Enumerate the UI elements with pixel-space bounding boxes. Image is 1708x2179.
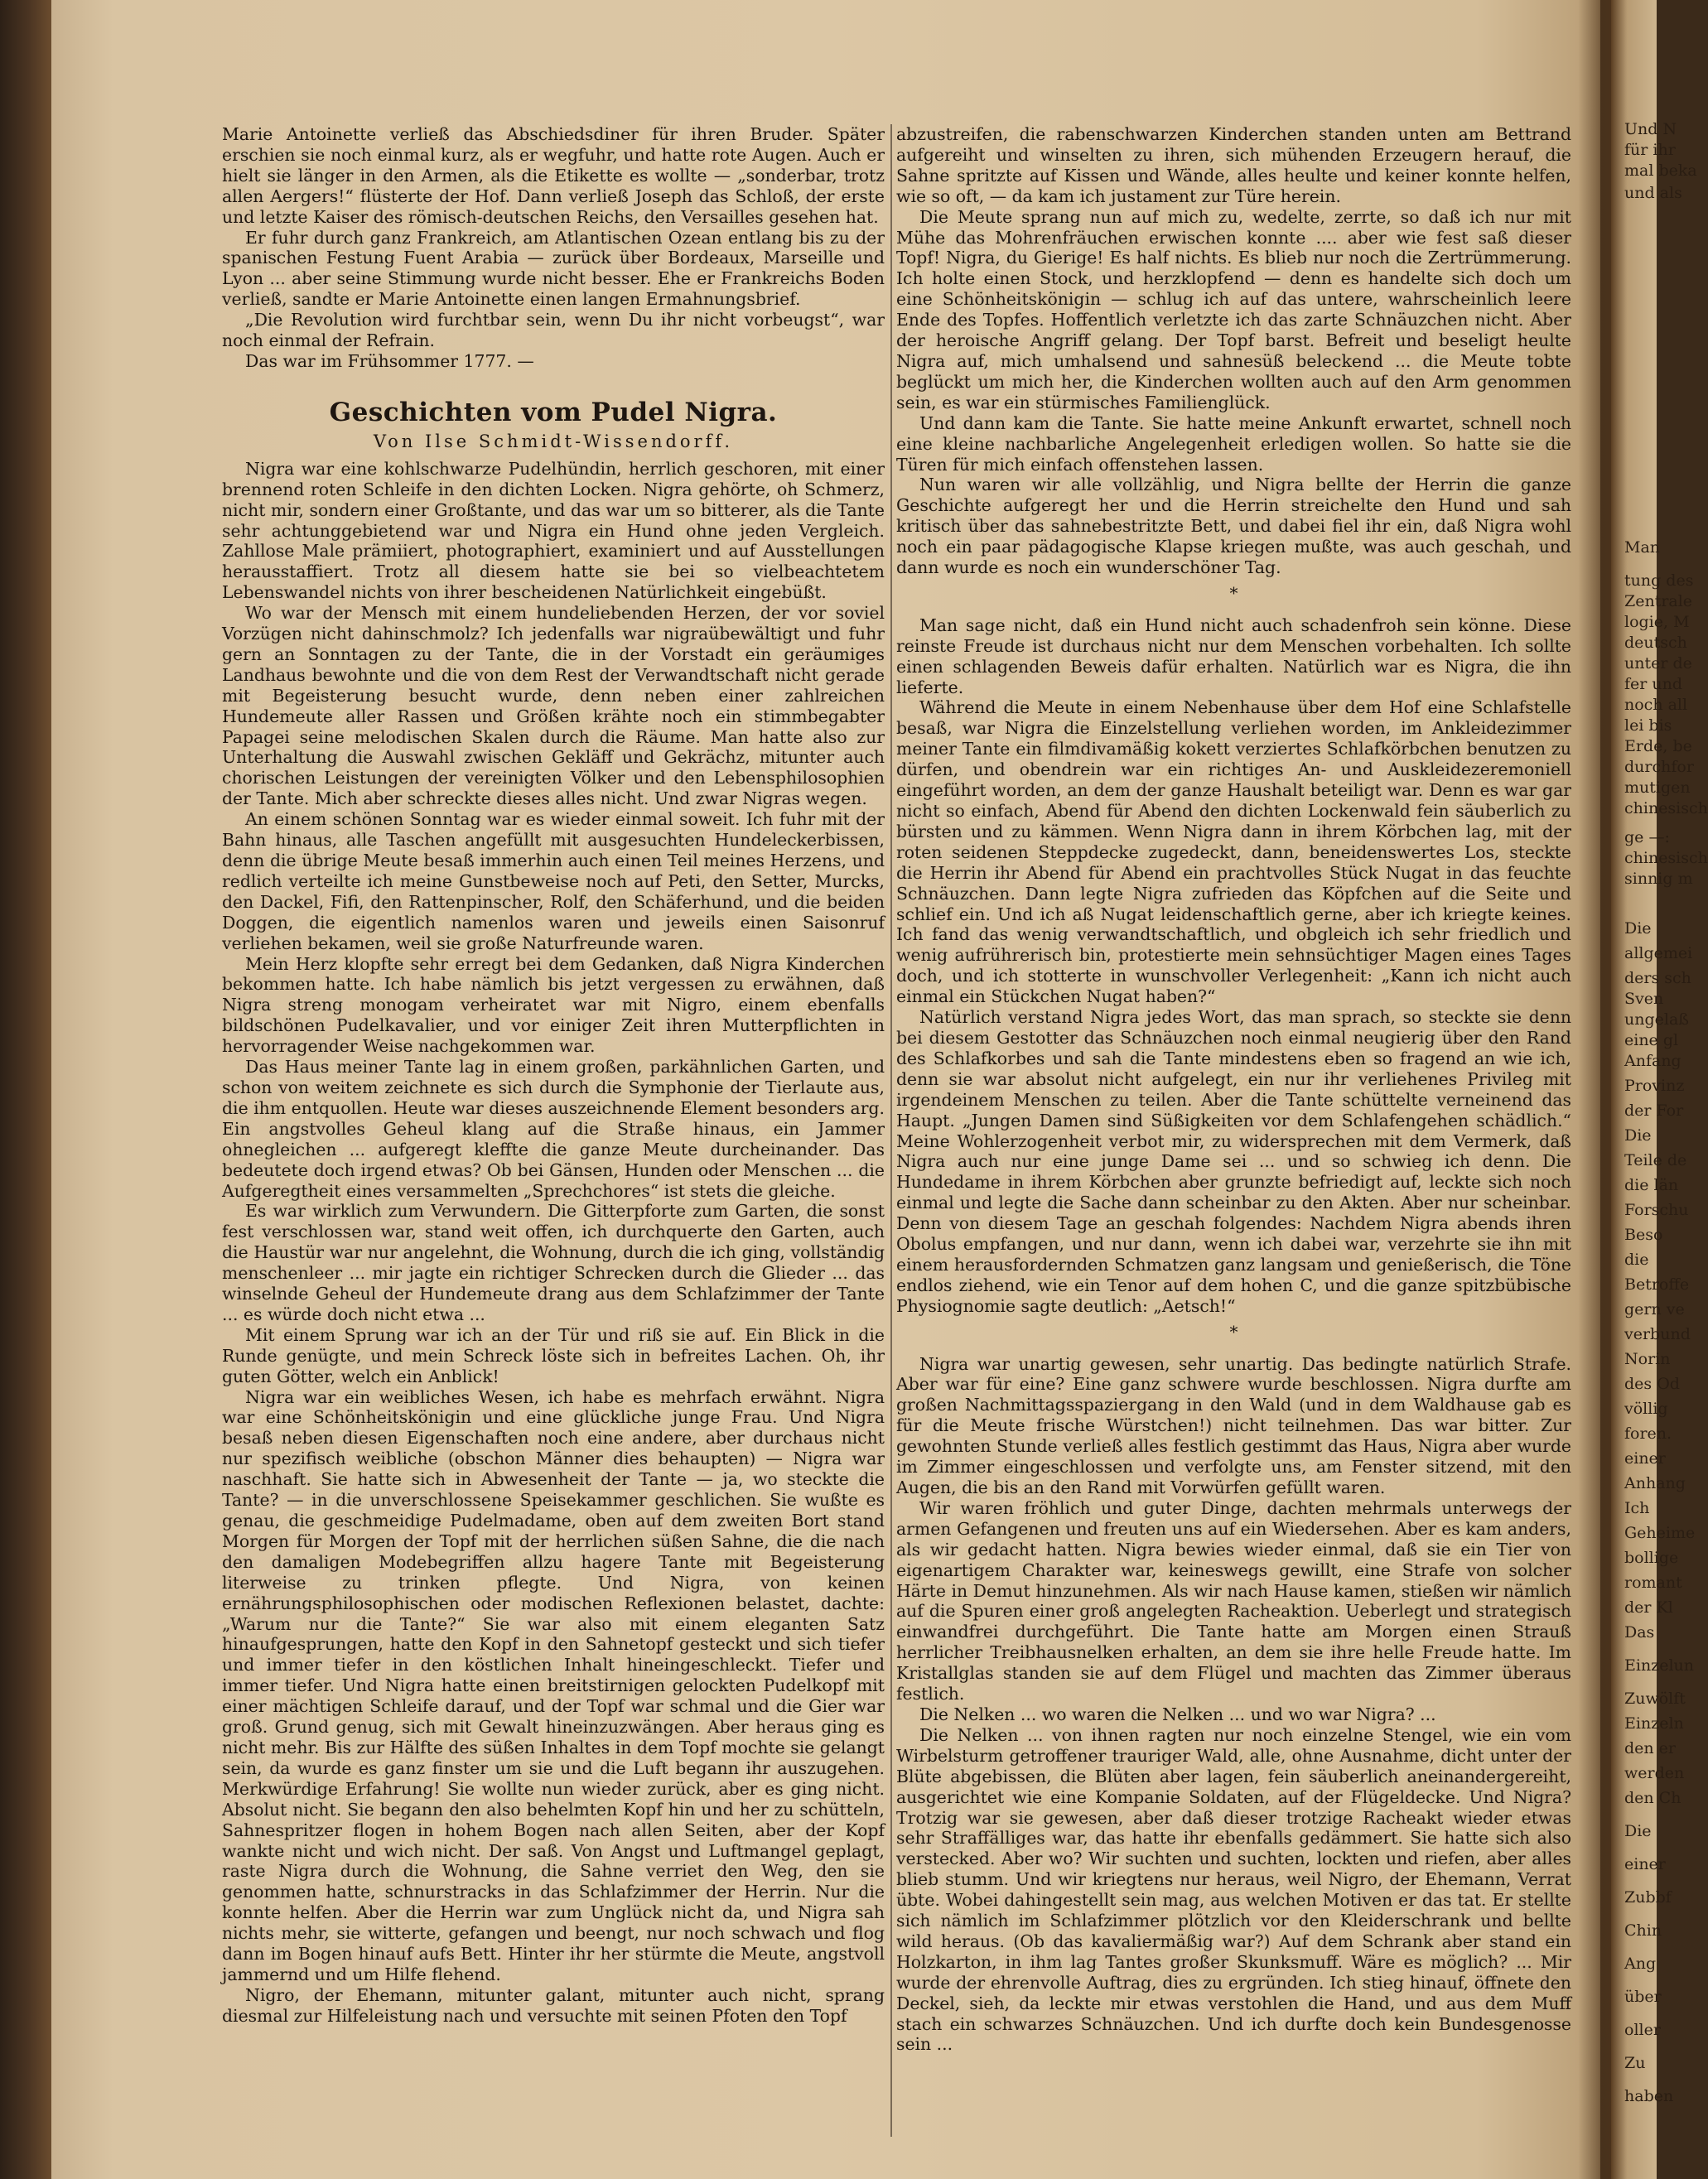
story-paragraphs — [222, 459, 885, 2027]
adjacent-page-fragment: Zubbf — [1624, 1888, 1672, 1907]
adjacent-page-fragment: über — [1624, 1988, 1662, 2006]
adjacent-page-fragment: Provinz — [1624, 1077, 1685, 1095]
book-binding-left — [0, 0, 51, 2179]
paragraph: Mit einem Sprung war ich an der Tür und riß sie auf. Ein Blick in die Runde genügte, und mein Schreck löste sich in befreites Lachen. Oh, ihr guten Götter, welch ein Anblick! — [222, 1324, 885, 1386]
right-column — [896, 124, 1571, 2055]
left-column — [222, 124, 885, 2027]
adjacent-page-fragment: Das — [1624, 1623, 1655, 1641]
paragraph: Mein Herz klopfte sehr erregt bei dem Gedanken, daß Nigra Kinderchen bekommen hatte. Ich habe nämlich bis jetzt vergessen zu erwähnen, daß Nigra streng monogam verheiratet war mit Nigro, einem ebenfalls bildschönen Pudelkavalier, und vor einiger Zeit ihren Mutterpflichten in hervorragender Weise nachgekommen war. — [222, 953, 885, 1057]
adjacent-page-fragment: Zuwölft — [1624, 1690, 1686, 1708]
section-separator-star: * — [1229, 582, 1238, 603]
adjacent-page-fragment: allgemei — [1624, 944, 1693, 962]
adjacent-page-fragment: Betroffe — [1624, 1275, 1690, 1294]
adjacent-page-fragment: die — [1624, 1251, 1649, 1269]
adjacent-page-fragment: Chin — [1624, 1921, 1662, 1940]
adjacent-page-fragment: Anfang — [1624, 1052, 1681, 1070]
adjacent-page-fragment: sinnig m — [1624, 870, 1693, 888]
adjacent-page-fragment: durchfor — [1624, 758, 1694, 776]
adjacent-page-fragment: Beso — [1624, 1226, 1663, 1244]
adjacent-page-fragment: haben — [1624, 2087, 1674, 2105]
section-separator-star: * — [1229, 1321, 1238, 1342]
paragraph: An einem schönen Sonntag war es wieder einmal soweit. Ich fuhr mit der Bahn hinaus, alle Taschen angefüllt mit ausgesuchten Hundeleckerbissen, denn die übrige Meute besaß immerhin auch einen Teil meines Herzens, und redlich verteilte ich meine Gunstbeweise noch auf Peti, den Setter, Murcks, den Dackel, Fifi, den Rattenpinscher, Rolf, den Schäferhund, und die beiden Doggen, die eigentlich namenlos waren und jeweils einen Saisonruf verliehen bekamen, weil sie große Naturfreunde waren. — [222, 809, 885, 953]
adjacent-page-fragment: verbund — [1624, 1325, 1691, 1343]
adjacent-page-fragment: des Od — [1624, 1375, 1680, 1393]
adjacent-page-fragment: Und N — [1624, 120, 1677, 138]
adjacent-page-fragment: den er — [1624, 1739, 1677, 1757]
adjacent-page-fragment: ge —: — [1624, 828, 1670, 846]
adjacent-page-fragment: unter de — [1624, 654, 1692, 673]
adjacent-page-fragment: Einzelun — [1624, 1656, 1694, 1675]
paragraph: Die Nelken ... von ihnen ragten nur noch einzelne Stengel, wie ein vom Wirbelsturm getroffener trauriger Wald, alle, ohne Ausnahme, dicht unter der Blüte abgebissen, die Blüten aber lagen, fein säuberlich aneinandergereiht, ausgerichtet wie eine Kompanie Soldaten, auf der Flügeldecke. Und Nigra? Trotzig war sie gewesen, aber daß dieser trotzige Racheakt wieder etwas sehr Straffälliges war, das hatte ihr ebenfalls gedämmert. Sie hatte sich also verstecked. Aber wo? Wir suchten und suchten, lockten und riefen, aber alles blieb stumm. Und wir kriegtens nur heraus, weil Nigro, der Ehemann, Verrat übte. Wobei dahingestellt sein mag, aus welchen Motiven er das tat. Er stellte sich nämlich im Schlafzimmer plötzlich vor den Kleiderschrank und bellte wild heraus. (Ob das kavaliermäßig war?) Auf dem Schrank aber stand ein Holzkarton, in ihm lag Tantes großer Skunksmuff. Wäre es möglich? ... Mir wurde der ehrenvolle Auftrag, dies zu ergründen. Ich stieg hinauf, öffnete den Deckel, sieh, da leckte mir etwas verstohlen die Hand, und aus dem Muff stach ein schwarzes Schnäuzchen. Und ich durfte doch kein Bundesgenosse sein ... — [896, 1724, 1571, 2055]
adjacent-page-fragment: der For — [1624, 1102, 1684, 1120]
adjacent-page-fragment: völlig — [1624, 1400, 1668, 1418]
adjacent-page-fragment: Ang — [1624, 1955, 1657, 1973]
adjacent-page-fragment: den Ch — [1624, 1789, 1681, 1807]
adjacent-page-fragment: mal beka — [1624, 161, 1697, 180]
paragraph: Während die Meute in einem Nebenhause über dem Hof eine Schlafstelle besaß, war Nigra die Einzelstellung verliehen worden, im Ankleidezimmer meiner Tante ein filmdivamäßig kokett verziertes Schlafkörbchen benutzen zu dürfen, und obendrein war ein richtiges An- und Auskleidezeremoniell eingeführt worden, an dem der ganze Haushalt beteiligt war. Denn es war gar nicht so einfach, Abend für Abend den dichten Lockenwald fein säuberlich zu bürsten und zu kämmen. Wenn Nigra dann in ihrem Körbchen lag, mit der roten seidenen Steppdecke zugedeckt, dann, beneidenswertes Los, steckte die Herrin ihr Abend für Abend ein prachtvolles Stück Nugat in das feuchte Schnäuzchen. Dann legte Nigra zufrieden das Köpfchen auf die Seite und schlief ein. Und ich aß Nugat leidenschaftlich gerne, aber ich kriegte keines. Ich fand das wenig verwandtschaftlich, und obgleich ich sehr friedlich und wenig aufrührerisch bin, protestierte mein sehnsüchtiger Magen eines Tages doch, und ich stotterte in wunschvoller Verlegenheit: „Kann ich nicht auch einmal ein Stückchen Nugat haben?“ — [896, 697, 1571, 1007]
paragraph: Nigra war ein weibliches Wesen, ich habe es mehrfach erwähnt. Nigra war eine Schönheitskönigin und eine glückliche junge Frau. Und Nigra besaß neben diesen Eigenschaften noch eine andere, aber durchaus nicht nur spezifisch weibliche (obschon Männer dies behaupten) — Nigra war naschhaft. Sie hatte sich in Abwesenheit der Tante — ja, wo steckte die Tante? — in die unverschlossene Speisekammer geschlichen. Sie wußte es genau, die geschmeidige Pudelmadame, oben auf dem zweiten Bort stand Morgen für Morgen der Topf mit der herrlichen süßen Sahne, die die nach den damaligen Modebegriffen allzu hagere Tante mit Begeisterung literweise zu trinken pflegte. Und Nigra, von keinen ernährungsphilosophischen oder modischen Reflexionen belastet, dachte: „Warum nur die Tante?“ Sie war also mit einem eleganten Satz hinaufgesprungen, hatte den Kopf in den Sahnetopf gesteckt und sich tiefer und immer tiefer in den köstlichen Inhalt hineingeschleckt. Tiefer und immer tiefer. Und Nigra hatte einen breitstirnigen gelockten Pudelkopf mit einer mächtigen Schleife darauf, und der Topf war schmal und die Gier war groß. Grund genug, sich mit Gewalt hineinzuzwängen. Aber heraus ging es nicht mehr. Bis zur Hälfte des süßen Inhaltes in dem Topf mochte sie gelangt sein, da wurde es ganz finster um sie und die Luft begann ihr auszugehen. Merkwürdige Erfahrung! Sie wollte nun wieder zurück, aber es ging nicht. Absolut nicht. Sie begann den also behelmten Kopf hin und her zu schütteln, Sahnespritzer flogen in hohem Bogen nach allen Seiten, aber der Kopf wankte nicht und wich nicht. Der saß. Von Angst und Luftmangel geplagt, raste Nigra durch die Wohnung, die Sahne verriet den Weg, den sie genommen hatte, schnurstracks in das Schlafzimmer der Herrin. Nur die konnte helfen. Aber die Herrin war zum Unglück nicht da, und Nigra sah nichts mehr, sie witterte, gefangen und beengt, nur noch schwach und flog dann im Bogen hinauf aufs Bett. Hinter ihr her stürmte die Meute, angstvoll jammernd und um Hilfe flehend. — [222, 1386, 885, 1984]
right-part-1 — [896, 124, 1571, 578]
adjacent-page-fragment: werden — [1624, 1764, 1685, 1782]
adjacent-page-fragment: der Kl — [1624, 1598, 1673, 1617]
paragraph: „Die Revolution wird furchtbar sein, wenn Du ihr nicht vorbeugst“, war noch einmal der Refrain. — [222, 310, 885, 351]
paragraph: Marie Antoinette verließ das Abschiedsdiner für ihren Bruder. Später erschien sie noch einmal kurz, als er wegfuhr, und hatte rote Augen. Auch er hielt sie länger in den Armen, als die Etikette es wollte — „sonderbar, trotz allen Aergers!“ flüsterte der Hof. Dann verließ Joseph das Schloß, der erste und letzte Kaiser des römisch-deutschen Reichs, den Versailles gesehen hat. — [222, 124, 885, 227]
adjacent-page-fragment: Norin — [1624, 1350, 1671, 1368]
adjacent-page-fragment: die län — [1624, 1176, 1679, 1194]
adjacent-page-fragment: Teile de — [1624, 1151, 1687, 1169]
adjacent-page-fragment: Ich — [1624, 1499, 1650, 1517]
adjacent-page-fragment: Erde, be — [1624, 737, 1692, 755]
adjacent-page-fragment: deutsch — [1624, 634, 1687, 652]
paragraph: Die Nelken ... wo waren die Nelken ... und wo war Nigra? ... — [919, 1704, 1436, 1724]
adjacent-page-fragment: für ihr — [1624, 141, 1676, 159]
column-divider — [890, 124, 892, 2137]
adjacent-page-fragment: Forschu — [1624, 1201, 1689, 1219]
adjacent-page-fragment: Die — [1624, 1822, 1652, 1840]
paragraph: Und dann kam die Tante. Sie hatte meine Ankunft erwartet, schnell noch eine kleine nachbarliche Angelegenheit erledigen wollen. So hatte sie die Türen für mich einfach offenstehen lassen. — [896, 412, 1571, 475]
adjacent-page-fragment: lei bis — [1624, 716, 1672, 735]
paragraph: Er fuhr durch ganz Frankreich, am Atlantischen Ozean entlang bis zu der spanischen Festung Fuent Arabia — zurück über Bordeaux, Marseille und Lyon ... aber seine Stimmung wurde nicht besser. Ehe er Frankreichs Boden verließ, sandte er Marie Antoinette einen langen Ermahnungsbrief. — [222, 227, 885, 310]
paragraph: Nigra war eine kohlschwarze Pudelhündin, herrlich geschoren, mit einer brennend roten Schleife in den dichten Locken. Nigra gehörte, oh Schmerz, nicht mir, sondern einer Großtante, und das war um so bitterer, als die Tante sehr achtunggebietend war und Nigra ein Hund ohne jeden Vergleich. Zahllose Male prämiiert, photographiert, examiniert und auf Ausstellungen herausstaffiert. Trotz all diesem hatte sie bei so vielbeachtetem Lebenswandel nichts von ihrer bescheidenen Natürlichkeit eingebüßt. — [222, 458, 885, 603]
adjacent-page-fragment: Einzeln — [1624, 1714, 1684, 1733]
gutter-shadow — [1578, 0, 1611, 2179]
adjacent-page-fragment: noch all — [1624, 696, 1688, 714]
adjacent-page-fragment: Man — [1624, 538, 1661, 557]
adjacent-page-fragment: oller — [1624, 2021, 1661, 2039]
adjacent-page-fragment: Sven — [1624, 990, 1664, 1008]
adjacent-page-fragment: ungelaß — [1624, 1010, 1689, 1029]
adjacent-page-fragment: chinesisch — [1624, 849, 1708, 867]
story-byline: Von Ilse Schmidt-Wissendorff. — [373, 431, 734, 451]
adjacent-page-fragment: gern ve — [1624, 1300, 1685, 1318]
paragraph: Es war wirklich zum Verwundern. Die Gitterpforte zum Garten, die sonst fest verschlossen war, stand weit offen, ich durchquerte den Garten, auch die Haustür war nur angelehnt, die Wohnung, durch die ich ging, vollständig menschenleer ... mir jagte ein richtiger Schrecken durch die Glieder ... das winselnde Geheul der Hundemeute drang aus dem Schlafzimmer der Tante ... es würde doch nicht etwa ... — [222, 1201, 885, 1324]
paragraph: Nigro, der Ehemann, mitunter galant, mitunter auch nicht, sprang diesmal zur Hilfeleistung nach und versuchte mit seinen Pfoten den Topf — [222, 1984, 885, 2026]
adjacent-page-fragment: bollige — [1624, 1549, 1679, 1567]
paragraph: Das Haus meiner Tante lag in einem großen, parkähnlichen Garten, und schon von weitem zeichnete es sich durch die Symphonie der Tierlaute aus, die ihm entquollen. Heute war dieses auszeichnende Element besonders arg. Ein angstvolles Geheul klang auf die Straße hinaus, ein Jammer ohnegleichen ... aufgeregt kleffte die ganze Meute durcheinander. Das bedeutete doch irgend etwas? Ob bei Gänsen, Hunden oder Menschen ... die Aufgeregtheit eines versammelten „Sprechchores“ ist stets die gleiche. — [222, 1057, 885, 1201]
adjacent-page-fragment: romant — [1624, 1574, 1682, 1592]
paragraph: Natürlich verstand Nigra jedes Wort, das man sprach, so steckte sie denn bei diesem Gestotter das Schnäuzchen noch einmal neugierig über den Rand des Schlafkorbes und sah die Tante mindestens eben so fragend an wie ich, denn sie war absolut nicht aufgelegt, ein nur ihr verliehenes Privileg mit irgendeinem Menschen zu teilen. Aber die Tante schüttelte verneinend das Haupt. „Jungen Damen sind Süßigkeiten vor dem Schlafengehen schädlich.“ Meine Wohlerzogenheit verbot mir, zu widersprechen mit dem Vermerk, daß Nigra auch nur eine junge Dame sei ... und so schwieg ich denn. Die Hundedame in ihrem Körbchen aber grunzte befriedigt auf, leckte sich noch einmal und legte die Sache dann scheinbar zu den Akten. Aber nur scheinbar. Denn von diesem Tage an geschah folgendes: Nachdem Nigra abends ihren Obolus empfangen, und nur dann, wenn ich dabei war, verzehrte sie ihn mit einem herausfordernden Schmatzen ganz langsam und genießerisch, die Töne endlos ziehend, wie ein Tenor auf dem hohen C, und die ganze spitzbübische Physiognomie sagte deutlich: „Aetsch!“ — [896, 1007, 1571, 1316]
story-title: Geschichten vom Pudel Nigra. — [329, 397, 778, 427]
adjacent-page-fragment: Zu — [1624, 2054, 1646, 2072]
adjacent-page-fragment: tung des — [1624, 571, 1694, 590]
adjacent-page-fragment: foren. — [1624, 1425, 1672, 1443]
paragraph: Man sage nicht, daß ein Hund nicht auch schadenfroh sein könne. Diese reinste Freude ist durchaus nicht nur dem Menschen vorbehalten. Ich sollte einen schlagenden Beweis dafür erhalten. Natürlich war es Nigra, die ihn lieferte. — [896, 615, 1571, 697]
adjacent-page-fragment: fer und — [1624, 675, 1683, 693]
paragraph: Nun waren wir alle vollzählig, und Nigra bellte der Herrin die ganze Geschichte aufgeregt her und die Herrin streichelte den Hund und sah kritisch über das sahnebestritzte Bett, und dabei fiel ihr ein, daß Nigra wohl noch ein paar pädagogische Klapse kriegen mußte, was auch geschah, und dann wurde es noch ein wunderschöner Tag. — [896, 475, 1571, 578]
adjacent-page-fragment: einer — [1624, 1855, 1666, 1873]
adjacent-page-fragment: Die — [1624, 1126, 1652, 1145]
adjacent-page-fragment: einer — [1624, 1449, 1666, 1468]
adjacent-page-fragment: chinesisch — [1624, 799, 1708, 817]
adjacent-page-fragment: eine gl — [1624, 1031, 1679, 1049]
adjacent-page-fragment: Die — [1624, 919, 1652, 938]
adjacent-page-fragment: Geheime — [1624, 1524, 1696, 1542]
adjacent-page-strip — [1611, 0, 1708, 2179]
adjacent-page-fragment: ders sch — [1624, 969, 1691, 987]
paragraph: Das war im Frühsommer 1777. — — [245, 350, 534, 371]
paragraph: Wo war der Mensch mit einem hundeliebenden Herzen, der vor soviel Vorzügen nicht dahinschmolz? Ich jedenfalls war nigraübewältigt und fuhr gern an Sonntagen zu der Tante, die in der Vorstadt ein geräumiges Landhaus bewohnte und die von dem Rest der Verwandtschaft nicht gerade mit Begeisterung besucht wurde, denn neben einer zahlreichen Hundemeute aller Rassen und Größen krähte noch ein stimmbegabter Papagei seine melodischen Skalen durch die Räume. Man hatte also zur Unterhaltung die Auswahl zwischen Gekläff und Gekrächz, mitunter auch chorischen Leistungen der vereinigten Völker und den Lebensphilosophien der Tante. Mich aber schreckte dieses alles nicht. Und zwar Nigras wegen. — [222, 603, 885, 809]
adjacent-page-fragment: mutigen — [1624, 779, 1691, 797]
paragraph: abzustreifen, die rabenschwarzen Kinderchen standen unten am Bettrand aufgereiht und winselten zu ihren, sich mühenden Erzeugern herauf, die Sahne spritzte auf Kissen und Wände, alles heulte und keiner konnte helfen, wie so oft, — da kam ich justament zur Türe herein. — [896, 124, 1571, 206]
adjacent-page-fragment: Zentrale — [1624, 592, 1693, 610]
paragraph: Wir waren fröhlich und guter Dinge, dachten mehrmals unterwegs der armen Gefangenen und freuten uns auf ein Wiedersehen. Aber es kam anders, als wir gedacht hatten. Nigra bewies wieder einmal, daß sie ein Tier von eigenartigem Charakter war, keineswegs gewillt, eine Strafe von solcher Härte in Demut hinzunehmen. Als wir nach Hause kamen, stießen wir nämlich auf die Spuren einer groß angelegten Racheaktion. Ueberlegt und strategisch einwandfrei durchgeführt. Die Tante hatte am Morgen einen Strauß herrlicher Treibhausnelken erhalten, an dem sie ihre helle Freude hatte. Im Kristallglas standen sie auf dem Flügel und machten das Zimmer überaus festlich. — [896, 1497, 1571, 1704]
right-part-3 — [896, 1354, 1571, 2056]
intro-paragraphs — [222, 124, 885, 372]
paragraph: Die Meute sprang nun auf mich zu, wedelte, zerrte, so daß ich nur mit Mühe das Mohrenfräuchen erwischen konnte .... aber wie fest saß dieser Topf! Nigra, du Gierige! Es half nichts. Es blieb nur noch die Zertrümmerung. Ich holte einen Stock, und herzklopfend — denn es handelte sich doch um eine Schönheitskönigin — schlug ich auf das untere, wahrscheinlich leere Ende des Topfes. Hoffentlich verletzte ich das zarte Schnäuzchen nicht. Aber der heroische Angriff gelang. Der Topf barst. Befreit und beseligt heulte Nigra auf, mich umhalsend und sahnesüß beleckend ... die Meute tobte beglückt um mich her, die Kinderchen wollten auch auf den Arm genommen sein, es war ein stürmisches Familienglück. — [896, 206, 1571, 412]
adjacent-page-fragment: und als — [1624, 184, 1682, 202]
adjacent-page-fragment: logie, M — [1624, 613, 1690, 631]
paragraph: Nigra war unartig gewesen, sehr unartig. Das bedingte natürlich Strafe. Aber war für eine? Eine ganz schwere wurde beschlossen. Nigra durfte am großen Nachmittagsspaziergang in den Wald (und in dem Waldhause gab es für die Meute frische Würstchen!) nicht teilnehmen. Das war bitter. Zur gewohnten Stunde verließ alles festlich gestimmt das Haus, Nigra aber wurde im Zimmer eingeschlossen und verfolgte uns, am Fenster sitzend, mit den Augen, die bis an den Rand mit Vorwürfen gefüllt waren. — [896, 1353, 1571, 1497]
adjacent-page-fragment: Anhang — [1624, 1474, 1686, 1492]
right-part-2 — [896, 615, 1571, 1317]
